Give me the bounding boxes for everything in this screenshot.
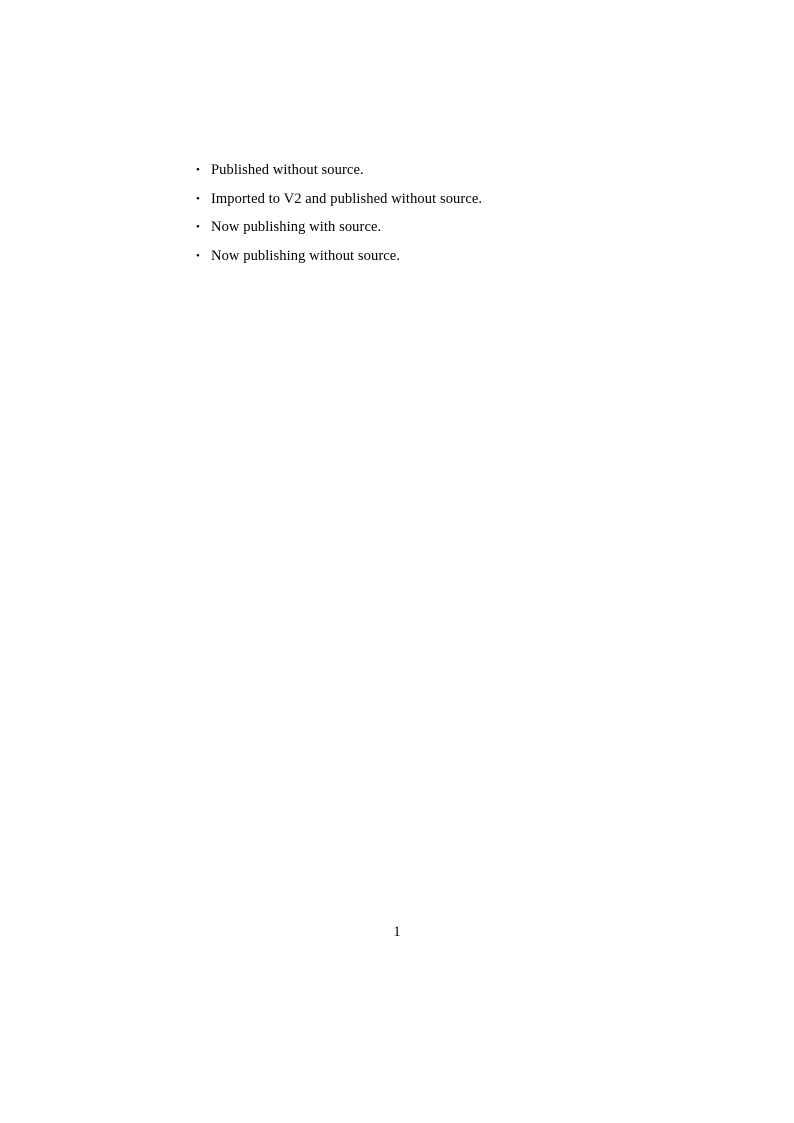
list-item-text: Imported to V2 and published without source. bbox=[211, 190, 483, 207]
list-item-text: Published without source. bbox=[211, 162, 364, 178]
list-item bbox=[196, 248, 616, 265]
bullet-icon: • bbox=[196, 221, 200, 233]
list-item-text: Now publishing with source. bbox=[211, 219, 382, 235]
list-item bbox=[196, 191, 616, 208]
list-item bbox=[196, 219, 616, 236]
list-item bbox=[196, 162, 616, 179]
list-item-text: Now publishing without source. bbox=[211, 247, 401, 264]
page-number: 1 bbox=[393, 924, 401, 940]
bullet-icon: • bbox=[196, 164, 200, 176]
bullet-icon: • bbox=[196, 249, 200, 262]
bullet-list bbox=[196, 162, 616, 276]
bullet-icon: • bbox=[196, 192, 200, 205]
